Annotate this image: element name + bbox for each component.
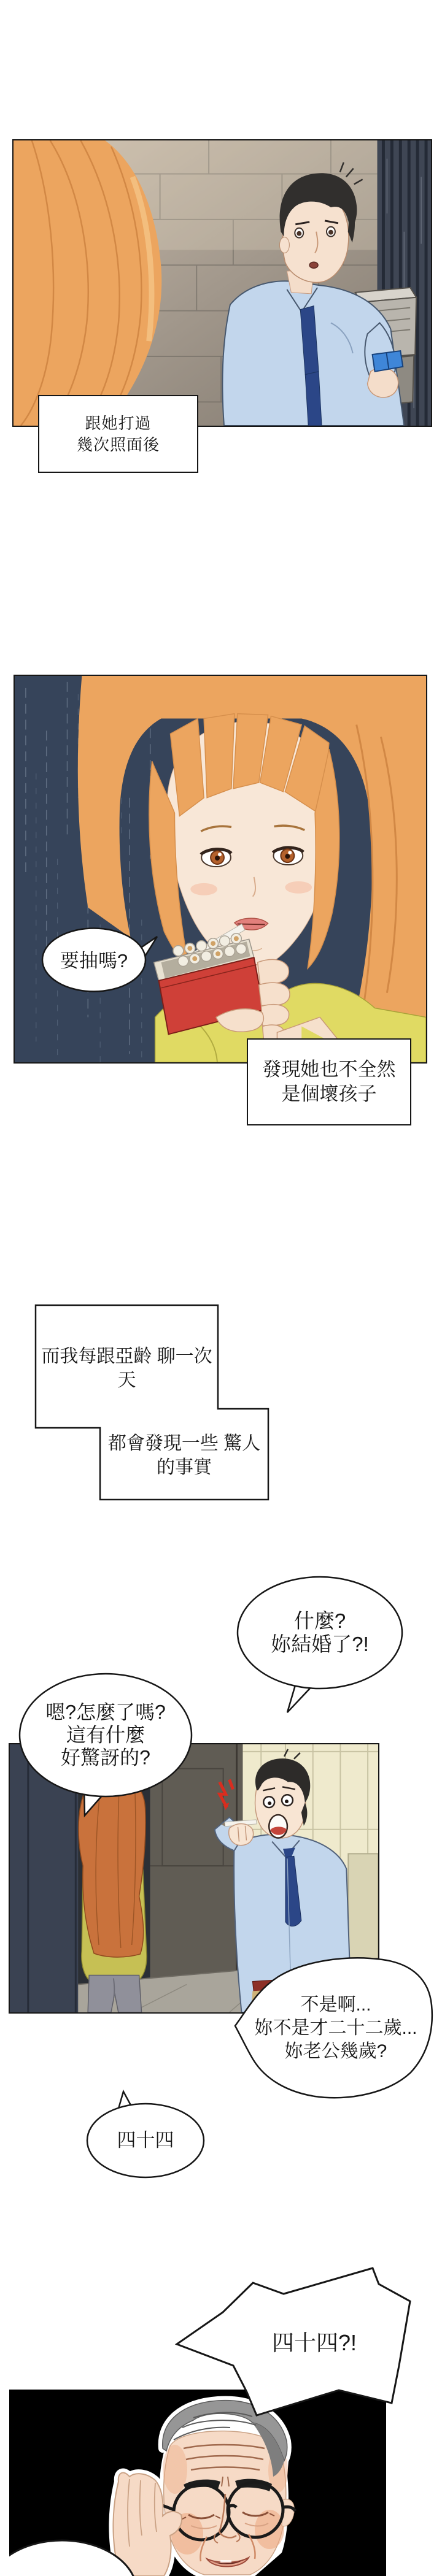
caption-chat-a-line1: 而我每跟亞齡 bbox=[41, 1346, 152, 1367]
caption-chat-a bbox=[36, 1344, 218, 1392]
panel-1-alley-meeting bbox=[12, 139, 432, 427]
bubble-fortyfour bbox=[83, 2085, 212, 2183]
bubble-offer bbox=[37, 923, 166, 1000]
bubble-age-line3: 妳老公幾歲? bbox=[284, 2041, 387, 2061]
caption-intro-line1: 跟她打過 bbox=[85, 413, 152, 432]
bubble-calm-line1: 嗯?怎麼了嗎? bbox=[45, 1701, 166, 1723]
caption-chat-a-line2: 聊一次天 bbox=[117, 1346, 212, 1390]
caption-chat-b-line1: 都會發現一些 bbox=[107, 1433, 219, 1454]
caption-discovery bbox=[247, 1038, 411, 1125]
bubble-married-line1: 什麼? bbox=[293, 1609, 346, 1632]
panel-2-art bbox=[15, 676, 426, 1062]
caption-discovery-line1: 發現她也不全然 bbox=[262, 1059, 396, 1080]
bubble-age-line2: 妳不是才二十二歲... bbox=[254, 2018, 417, 2038]
bubble-fortyfour-shout bbox=[172, 2263, 417, 2423]
caption-chat-b bbox=[100, 1432, 268, 1479]
bubble-offer-line1: 要抽嗎? bbox=[60, 950, 128, 972]
bubble-calm-line3: 好驚訝的? bbox=[61, 1746, 150, 1769]
caption-discovery-line2: 是個壞孩子 bbox=[281, 1083, 377, 1105]
bubble-married-line2: 妳結婚了?! bbox=[271, 1633, 369, 1655]
bubble-calm-line2: 這有什麼 bbox=[66, 1723, 145, 1746]
caption-intro bbox=[38, 395, 198, 473]
bubble-married bbox=[233, 1573, 411, 1720]
bubble-fortyfour-line1: 四十四 bbox=[117, 2129, 174, 2151]
panel-1-art bbox=[14, 140, 431, 426]
bubble-calm bbox=[15, 1669, 200, 1820]
caption-chat-b-line2: 驚人的事實 bbox=[157, 1433, 261, 1478]
caption-chat-union bbox=[31, 1300, 273, 1506]
bubble-shout-line1: 四十四?! bbox=[271, 2330, 357, 2355]
caption-intro-line2: 幾次照面後 bbox=[76, 435, 160, 454]
bubble-age-line1: 不是啊... bbox=[300, 1995, 371, 2015]
bubble-age-question bbox=[230, 1953, 436, 2104]
panel-2-rain-closeup bbox=[14, 675, 427, 1064]
